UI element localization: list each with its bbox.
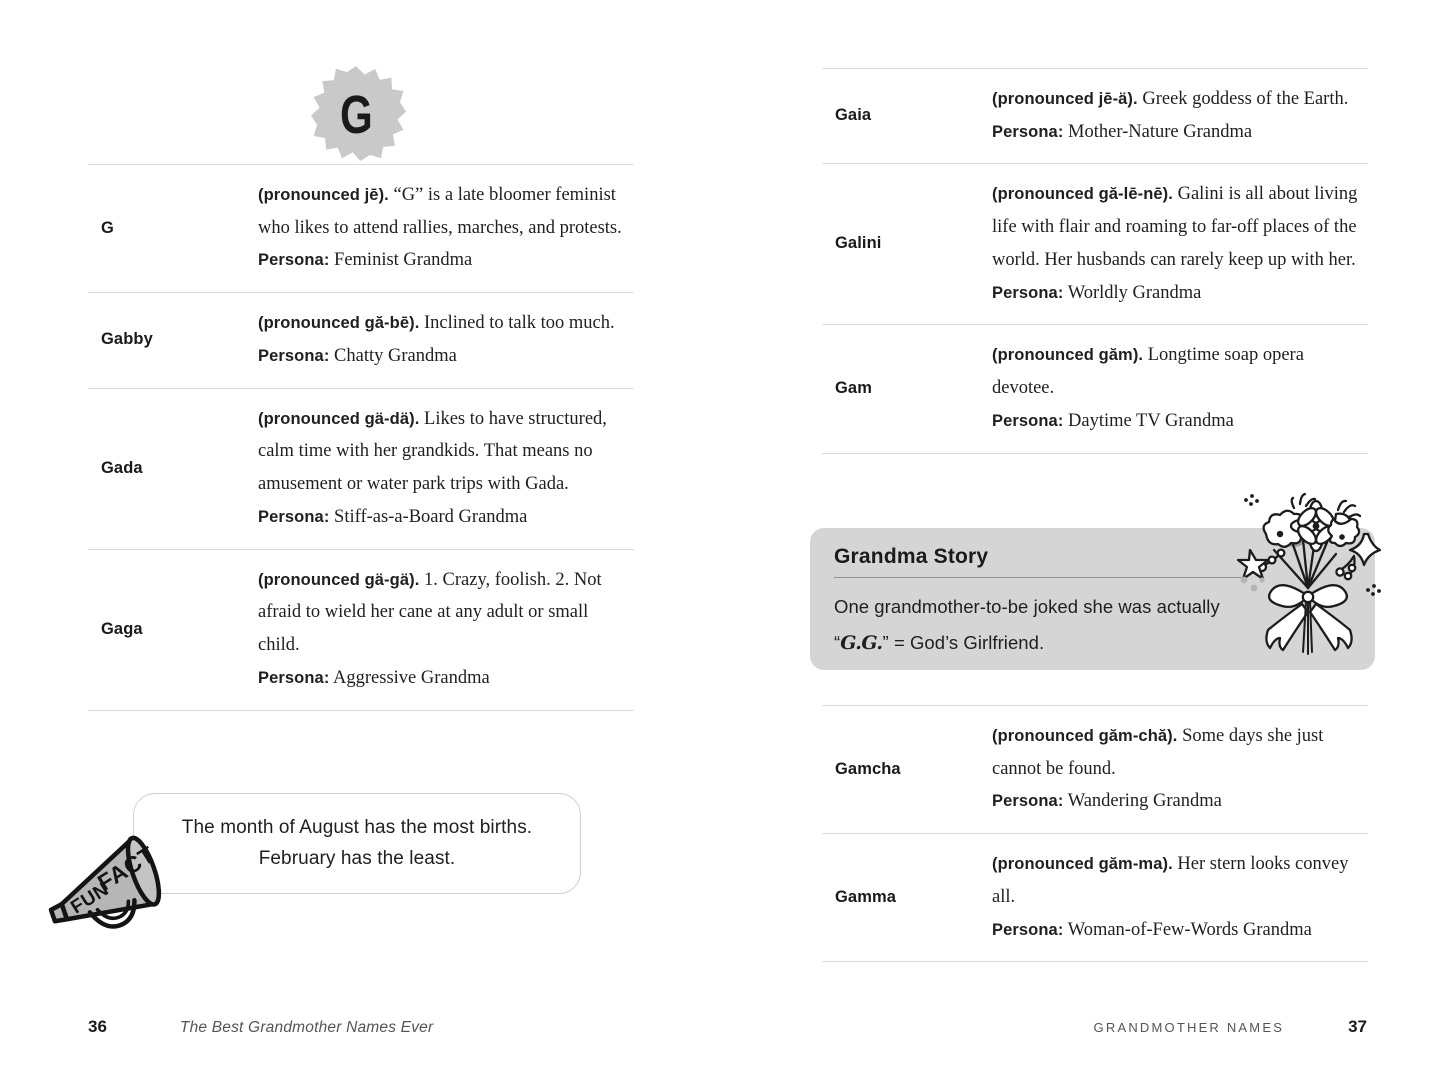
persona-value: Woman-of-Few-Words Grandma xyxy=(1063,919,1312,940)
fun-fact-line-2: February has the least. xyxy=(258,847,456,869)
entry-term: G xyxy=(101,218,114,237)
persona-value: Mother-Nature Grandma xyxy=(1063,121,1253,142)
pronunciation: (pronounced gä-dä). xyxy=(258,409,420,428)
pronunciation: (pronounced gă-bē). xyxy=(258,314,420,333)
persona-line xyxy=(992,405,1368,438)
grandma-story-divider xyxy=(834,577,1244,578)
entry-row xyxy=(822,69,1368,163)
persona-value: Aggressive Grandma xyxy=(329,667,490,688)
pronunciation: (pronounced gä-gä). xyxy=(258,570,420,589)
entry-definition xyxy=(992,720,1368,818)
table-rule xyxy=(88,710,634,711)
grandma-story-title: Grandma Story xyxy=(834,545,989,568)
grandma-story-body xyxy=(834,589,1234,662)
persona-value: Worldly Grandma xyxy=(1063,282,1202,303)
persona-label: Persona: xyxy=(258,251,330,270)
entry-table-right-top xyxy=(822,68,1368,454)
persona-line xyxy=(992,116,1368,149)
definition-text: Galini is all about living life with flair and roaming to far-off places of the world. Her husbands can rarely keep up with her. xyxy=(992,184,1358,270)
entry-row xyxy=(88,165,634,292)
entry-term: Gaia xyxy=(835,106,872,125)
entry-term: Gamcha xyxy=(835,759,901,778)
entry-row xyxy=(822,706,1368,833)
entry-row xyxy=(88,389,634,549)
table-rule xyxy=(822,453,1368,454)
pronunciation: (pronounced jē). xyxy=(258,186,389,204)
page-number: 36 xyxy=(88,1017,107,1036)
persona-line xyxy=(258,244,634,277)
entry-term: Gamma xyxy=(835,887,897,906)
svg-text:FACT: FACT xyxy=(92,840,160,896)
definition-text: Likes to have structured, calm time with her grandkids. That means no amusement or water park trips with Gada. xyxy=(258,408,607,495)
fun-fact-callout xyxy=(133,793,581,894)
story-gg-script: G.G. xyxy=(840,632,883,655)
entry-definition xyxy=(992,178,1368,309)
story-text-part1: One grandmother-to-be joked she was actually “ xyxy=(834,596,1220,654)
persona-value: Chatty Grandma xyxy=(329,345,457,366)
entry-row xyxy=(822,164,1368,324)
fun-fact-label: FUN xyxy=(67,879,113,919)
table-rule xyxy=(822,961,1368,962)
entry-term: Galini xyxy=(835,234,882,253)
entry-row xyxy=(822,325,1368,452)
pronunciation: (pronounced găm-ma). xyxy=(992,855,1173,874)
entry-definition xyxy=(992,83,1368,148)
persona-label: Persona: xyxy=(258,668,330,687)
story-text-part2: ” = God’s Girlfriend. xyxy=(882,632,1045,654)
entry-row xyxy=(88,550,634,710)
entry-definition xyxy=(992,848,1368,946)
persona-label: Persona: xyxy=(992,122,1064,141)
badge-letter: G xyxy=(339,85,372,145)
flower-bouquet-icon xyxy=(1232,492,1384,664)
persona-label: Persona: xyxy=(992,411,1064,430)
persona-line xyxy=(992,785,1368,818)
definition-text: 1. Crazy, foolish. 2. Not afraid to wield her cane at any adult or small child. xyxy=(258,569,602,656)
fun-fact-line-1: The month of August has the most births. xyxy=(181,816,533,838)
persona-label: Persona: xyxy=(992,792,1064,811)
persona-label: Persona: xyxy=(258,507,330,526)
entry-definition xyxy=(258,564,634,695)
megaphone-icon xyxy=(42,832,174,938)
page-number: 37 xyxy=(1348,1017,1367,1036)
running-title: GRANDMOTHER NAMES xyxy=(1093,1020,1285,1035)
persona-line xyxy=(258,662,634,695)
pronunciation: (pronounced jē-ä). xyxy=(992,90,1138,108)
definition-text: Greek goddess of the Earth. xyxy=(1137,89,1349,109)
entry-table-right-bottom xyxy=(822,705,1368,962)
entry-term: Gabby xyxy=(101,330,153,349)
entry-definition xyxy=(258,179,634,277)
entry-row xyxy=(88,293,634,387)
persona-line xyxy=(258,501,634,534)
entry-term: Gaga xyxy=(101,619,143,638)
persona-value: Feminist Grandma xyxy=(329,250,473,271)
persona-line xyxy=(992,914,1368,947)
definition-text: Longtime soap opera devotee. xyxy=(992,345,1304,399)
entry-term: Gam xyxy=(835,379,872,397)
pronunciation: (pronounced găm). xyxy=(992,346,1144,365)
running-title: The Best Grandmother Names Ever xyxy=(179,1019,434,1036)
persona-value: Daytime TV Grandma xyxy=(1063,410,1234,431)
definition-text: Some days she just cannot be found. xyxy=(992,726,1324,779)
persona-line xyxy=(258,340,634,373)
entry-table-left xyxy=(88,164,634,711)
persona-label: Persona: xyxy=(258,346,330,365)
entry-term: Gada xyxy=(101,458,143,477)
entry-row xyxy=(822,834,1368,961)
persona-label: Persona: xyxy=(992,920,1064,939)
entry-definition xyxy=(258,403,634,534)
footer-left xyxy=(88,1017,433,1037)
pronunciation: (pronounced gă-lē-nē). xyxy=(992,185,1173,204)
definition-text: “G” is a late bloomer feminist who likes to attend rallies, marches, and protests. xyxy=(258,185,622,238)
definition-text: Her stern looks convey all. xyxy=(992,854,1349,907)
persona-value: Stiff-as-a-Board Grandma xyxy=(329,506,528,527)
pronunciation: (pronounced găm-chă). xyxy=(992,727,1178,745)
persona-value: Wandering Grandma xyxy=(1063,791,1222,812)
letter-badge xyxy=(306,66,406,166)
entry-definition xyxy=(992,339,1368,437)
entry-definition xyxy=(258,307,634,372)
persona-line xyxy=(992,277,1368,310)
persona-label: Persona: xyxy=(992,283,1064,302)
definition-text: Inclined to talk too much. xyxy=(419,313,615,334)
footer-right xyxy=(1094,1017,1367,1037)
